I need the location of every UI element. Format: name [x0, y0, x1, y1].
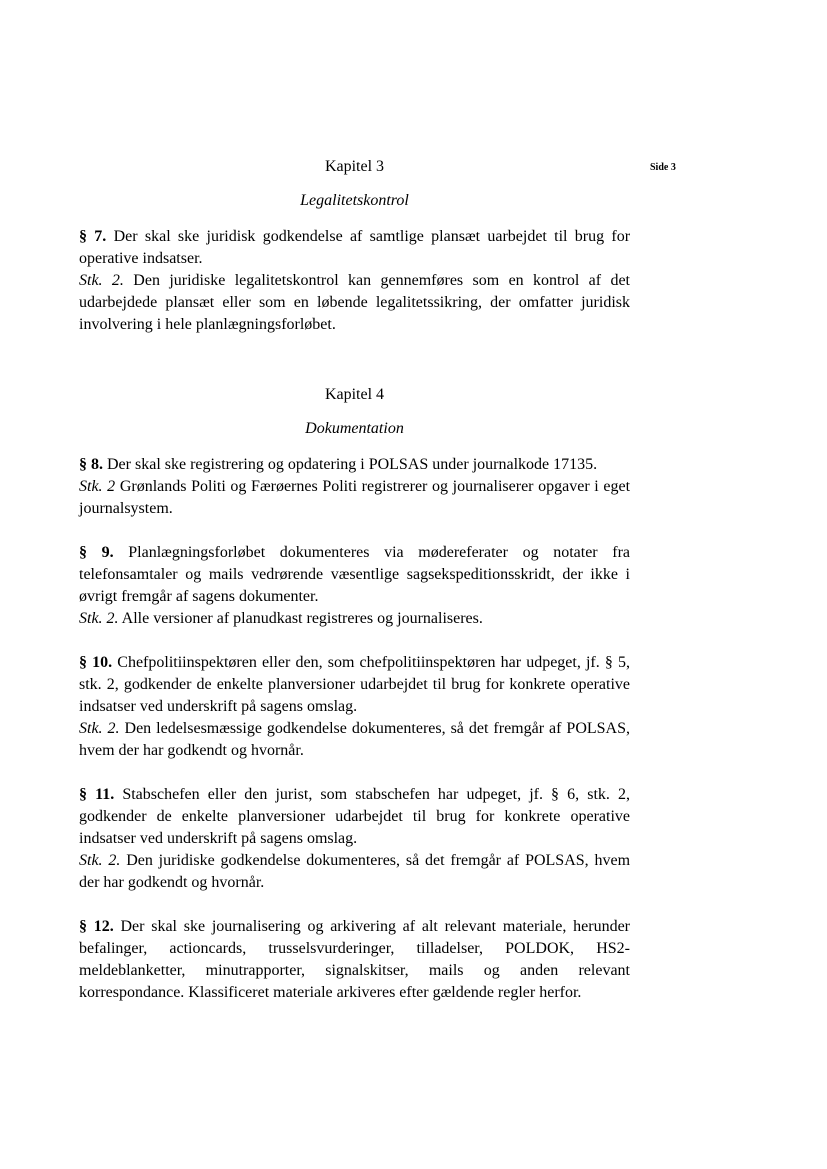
- section-number: § 7.: [79, 228, 107, 245]
- section-11: [79, 784, 630, 894]
- section-paragraph: [79, 784, 630, 850]
- section-text: Planlægningsforløbet dokumenteres via mødereferater og notater fra telefonsamtaler og mails vedrørende væsentlige sagsekspeditionsskridt, der ikke i øvrigt fremgår af sagens dokumenter.: [79, 544, 631, 605]
- section-number: § 12.: [79, 918, 114, 935]
- section-12: [79, 916, 630, 1004]
- section-paragraph: [79, 226, 630, 270]
- stk-paragraph: [79, 476, 630, 520]
- stk-text: Den juridiske legalitetskontrol kan gennemføres som en kontrol af det udarbejdede plansæt eller som en løbende legalitetssikring, der omfatter juridisk involvering i hele planlægningsforløbet.: [79, 272, 630, 333]
- stk-label: Stk. 2.: [79, 272, 124, 289]
- section-paragraph: [79, 916, 630, 1004]
- stk-text: Alle versioner af planudkast registreres og journaliseres.: [121, 610, 483, 627]
- section-9: [79, 542, 630, 630]
- stk-paragraph: [79, 850, 630, 894]
- stk-label: Stk. 2.: [79, 720, 120, 737]
- section-text: Der skal ske journalisering og arkivering af alt relevant materiale, herunder befalinger, actioncards, trusselsvurderinger, tilladelser, POLDOK, HS2-meldeblanketter, minutrapporter, signalskitser, mails og anden relevant korrespondance. Klassificeret materiale arkiveres efter gældende regler herfor.: [79, 918, 630, 1001]
- section-7: [79, 226, 630, 336]
- stk-paragraph: [79, 718, 630, 762]
- section-10: [79, 652, 630, 762]
- stk-paragraph: [79, 270, 630, 336]
- section-text: Der skal ske juridisk godkendelse af samtlige plansæt uarbejdet til brug for operative indsatser.: [79, 228, 631, 267]
- stk-label: Stk. 2.: [79, 852, 121, 869]
- page-number: Side 3: [650, 162, 676, 173]
- stk-paragraph: [79, 608, 630, 630]
- section-paragraph: [79, 542, 630, 608]
- chapter-heading: Kapitel 3: [324, 158, 385, 175]
- stk-label: Stk. 2: [79, 478, 116, 495]
- section-text: Chefpolitiinspektøren eller den, som chefpolitiinspektøren har udpeget, jf. § 5, stk. 2, godkender de enkelte planversioner udarbejdet til brug for konkrete operative indsatser ved underskrift på sagens omslag.: [79, 654, 631, 715]
- stk-text: Den ledelsesmæssige godkendelse dokumenteres, så det fremgår af POLSAS, hvem der har godkendt og hvornår.: [79, 720, 631, 759]
- section-paragraph: [79, 652, 630, 718]
- chapter-heading: Kapitel 4: [324, 386, 385, 403]
- section-text: Der skal ske registrering og opdatering i POLSAS under journalkode 17135.: [107, 456, 598, 473]
- section-text: Stabschefen eller den jurist, som stabschefen har udpeget, jf. § 6, stk. 2, godkender de enkelte planversioner udarbejdet til brug for konkrete operative indsatser ved underskrift på sagens omslag.: [79, 786, 631, 847]
- section-number: § 8.: [79, 456, 103, 473]
- stk-text: Den juridiske godkendelse dokumenteres, så det fremgår af POLSAS, hvem der har godkendt og hvornår.: [79, 852, 631, 891]
- section-paragraph: [79, 454, 630, 476]
- section-number: § 10.: [79, 654, 113, 671]
- chapter-subtitle: Dokumentation: [305, 420, 404, 437]
- document-body: [79, 156, 630, 1026]
- stk-label: Stk. 2.: [79, 610, 119, 627]
- stk-text: Grønlands Politi og Færøernes Politi registrerer og journaliserer opgaver i eget journalsystem.: [79, 478, 631, 517]
- section-number: § 11.: [79, 786, 115, 803]
- section-8: [79, 454, 630, 520]
- section-number: § 9.: [79, 544, 114, 561]
- chapter-subtitle: Legalitetskontrol: [300, 192, 409, 209]
